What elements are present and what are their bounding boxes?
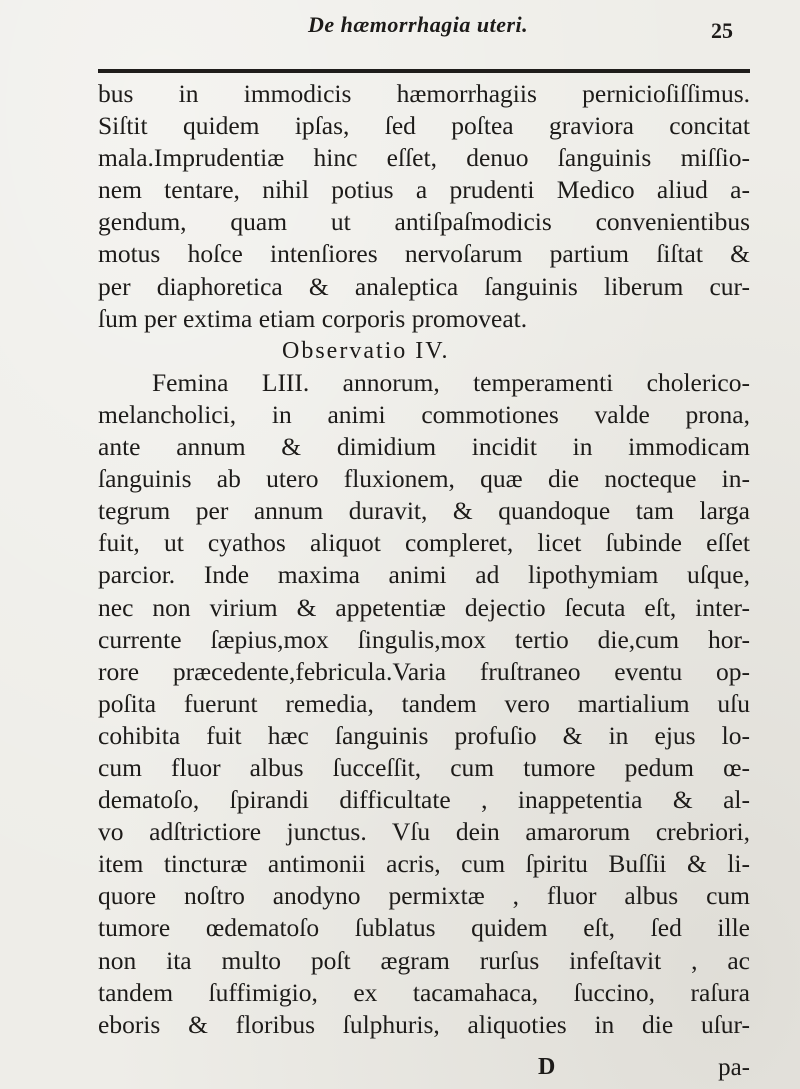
text-line: Femina LIII. annorum, temperamenti cholerico-	[152, 367, 750, 397]
text-line: parcior. Inde maxima animi ad lipothymiam uſque,	[98, 560, 750, 590]
observation-heading: Observatio IV.	[282, 337, 450, 364]
text-line: dematoſo, ſpirandi difficultate , inappetentia & al-	[98, 785, 750, 815]
text-line: cum fluor albus ſucceſſit, cum tumore pedum œ-	[98, 752, 750, 782]
text-line: quore noſtro anodyno permixtæ , fluor albus cum	[98, 881, 750, 911]
text-line: mala.Imprudentiæ hinc eſſet, denuo ſanguinis miſſio-	[98, 143, 750, 173]
text-line: poſita fuerunt remedia, tandem vero martialium uſu	[98, 688, 750, 718]
page-footer	[98, 1054, 750, 1084]
text-line: Siſtit quidem ipſas, ſed poſtea graviora concitat	[98, 111, 750, 141]
text-line: non ita multo poſt ægram rurſus infeſtavit , ac	[98, 945, 750, 975]
text-line: ſanguinis ab utero fluxionem, quæ die nocteque in-	[98, 464, 750, 494]
text-line: tegrum per annum duravit, & quandoque tam larga	[98, 496, 750, 526]
text-line: ſum per extima etiam corporis promoveat.	[98, 303, 528, 333]
text-line: cohibita fuit hæc ſanguinis profuſio & in ejus lo-	[98, 720, 750, 750]
text-line: per diaphoretica & analeptica ſanguinis liberum cur-	[98, 271, 750, 301]
text-line: rore præcedente,febricula.Varia fruſtraneo eventu op-	[98, 656, 750, 686]
text-line: tandem ſuffimigio, ex tacamahaca, ſuccino, raſura	[98, 977, 750, 1007]
page-header	[0, 8, 800, 78]
main-text	[98, 78, 750, 1041]
text-line: nec non virium & appetentiæ dejectio ſecuta eſt, inter-	[98, 592, 750, 622]
text-line: fuit, ut cyathos aliquot compleret, licet ſubinde eſſet	[98, 528, 750, 558]
page-number: 25	[711, 18, 733, 43]
text-line: currente ſæpius,mox ſingulis,mox tertio die,cum hor-	[98, 624, 750, 654]
text-line: tumore œdematoſo ſublatus quidem eſt, ſed ille	[98, 913, 750, 943]
catchword: pa-	[718, 1054, 750, 1081]
text-line: bus in immodicis hæmorrhagiis pernicioſiſſimus.	[98, 79, 750, 108]
text-line: gendum, quam ut antiſpaſmodicis convenientibus	[98, 207, 750, 237]
running-title: De hæmorrhagia uteri.	[308, 12, 529, 37]
text-line: melancholici, in animi commotiones valde prona,	[98, 399, 750, 429]
signature-mark: D	[538, 1054, 556, 1080]
text-line: ante annum & dimidium incidit in immodicam	[98, 432, 750, 462]
header-rule	[98, 69, 750, 73]
text-line: motus hoſce intenſiores nervoſarum partium ſiſtat &	[98, 239, 750, 269]
text-line: eboris & floribus ſulphuris, aliquoties in die uſur-	[98, 1009, 750, 1039]
text-line: item tincturæ antimonii acris, cum ſpiritu Buſſii & li-	[98, 849, 750, 879]
text-line: vo adſtrictiore junctus. Vſu dein amarorum crebriori,	[98, 817, 750, 847]
text-line: nem tentare, nihil potius a prudenti Medico aliud a-	[98, 175, 750, 205]
